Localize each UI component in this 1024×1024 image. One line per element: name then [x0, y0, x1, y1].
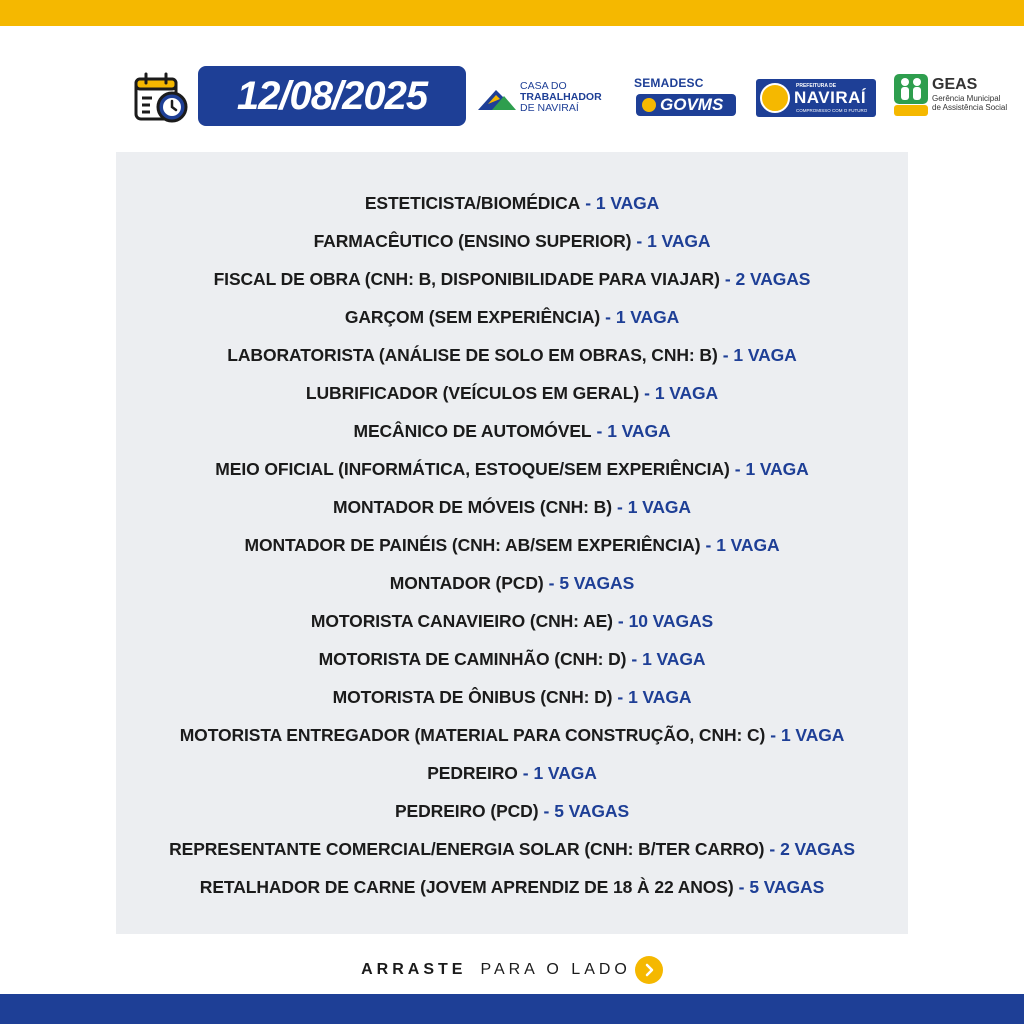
job-title: MOTORISTA ENTREGADOR (MATERIAL PARA CONSTRUÇÃO, CNH: C): [179, 724, 766, 745]
job-separator: -: [738, 876, 745, 897]
job-title: REPRESENTANTE COMERCIAL/ENERGIA SOLAR (CNH: B/TER CARRO): [169, 838, 765, 859]
casa-do-trabalhador-logo: [478, 78, 618, 116]
job-title: FARMACÊUTICO (ENSINO SUPERIOR): [313, 230, 632, 251]
job-vagas-count: 5 VAGAS: [749, 876, 825, 897]
job-vagas-count: 1 VAGA: [716, 534, 780, 555]
job-separator: -: [617, 686, 624, 707]
job-vagas-count: 1 VAGA: [647, 230, 711, 251]
job-title: MOTORISTA CANAVIEIRO (CNH: AE): [310, 610, 613, 631]
job-vagas-count: 1 VAGA: [595, 192, 660, 213]
chevron-right-icon[interactable]: [635, 956, 663, 984]
job-separator: -: [596, 420, 603, 441]
job-item: [116, 792, 908, 830]
job-title: MONTADOR DE PAINÉIS (CNH: AB/SEM EXPERIÊNCIA): [244, 534, 701, 555]
geas-sub2: de Assistência Social: [932, 103, 1008, 112]
job-vagas-count: 10 VAGAS: [628, 610, 714, 631]
job-separator: -: [522, 762, 529, 783]
job-separator: -: [631, 648, 638, 669]
job-separator: -: [616, 496, 623, 517]
job-vagas-count: 2 VAGAS: [780, 838, 855, 859]
job-separator: -: [705, 534, 712, 555]
calendar-clock-icon: [134, 72, 188, 124]
job-vagas-count: 1 VAGA: [628, 686, 692, 707]
job-item: [116, 526, 908, 564]
job-title: RETALHADOR DE CARNE (JOVEM APRENDIZ DE 18 À 22 ANOS): [199, 876, 734, 897]
top-accent-bar: [0, 0, 1024, 26]
job-vagas-count: 1 VAGA: [745, 458, 809, 479]
job-separator: -: [617, 610, 624, 631]
job-item: [116, 640, 908, 678]
casa-house-icon: [478, 84, 516, 112]
job-vagas-count: 5 VAGAS: [554, 800, 630, 821]
job-title: MOTORISTA DE ÔNIBUS (CNH: D): [332, 686, 613, 707]
job-separator: -: [585, 192, 591, 213]
job-item: [116, 412, 908, 450]
navirai-name: NAVIRAÍ: [794, 88, 867, 107]
swipe-hint-bold: ARRASTE: [361, 961, 467, 978]
job-separator: -: [644, 382, 650, 403]
job-item: [116, 754, 908, 792]
job-title: LABORATORISTA (ANÁLISE DE SOLO EM OBRAS, CNH: B): [227, 344, 718, 365]
job-item: [116, 830, 908, 868]
job-vagas-count: 5 VAGAS: [559, 572, 635, 593]
prefeitura-navirai-logo: [756, 79, 876, 117]
job-vagas-count: 1 VAGA: [607, 420, 671, 441]
job-separator: -: [769, 838, 776, 859]
job-title: MECÂNICO DE AUTOMÓVEL: [353, 420, 592, 441]
job-item: [116, 716, 908, 754]
job-separator: -: [724, 268, 731, 289]
job-title: FISCAL DE OBRA (CNH: B, DISPONIBILIDADE PARA VIAJAR): [213, 268, 720, 289]
casa-line3: DE NAVIRAÍ: [520, 102, 579, 114]
job-title: MONTADOR (PCD): [389, 572, 544, 593]
job-item: [116, 374, 908, 412]
job-vagas-count: 1 VAGA: [642, 648, 706, 669]
job-item: [116, 488, 908, 526]
job-item: [116, 222, 908, 260]
job-vagas-count: 1 VAGA: [627, 496, 691, 517]
casa-line2: TRABALHADOR: [520, 91, 602, 103]
job-separator: -: [734, 458, 741, 479]
govms-label: GOVMS: [660, 95, 724, 114]
job-vagas-count: 1 VAGA: [781, 724, 845, 745]
job-vagas-count: 2 VAGAS: [735, 268, 811, 289]
job-separator: -: [548, 572, 555, 593]
date-badge: 12/08/2025: [198, 66, 466, 126]
job-item: [116, 184, 908, 222]
navirai-prefeitura: PREFEITURA DE: [796, 83, 837, 89]
job-separator: -: [722, 344, 729, 365]
govms-logo: [634, 76, 738, 118]
job-item: [116, 868, 908, 906]
casa-line1: CASA DO: [520, 80, 567, 92]
navirai-slogan: COMPROMISSO COM O FUTURO: [796, 108, 868, 113]
job-item: [116, 298, 908, 336]
job-vagas-count: 1 VAGA: [533, 762, 597, 783]
job-list: [116, 184, 908, 906]
swipe-hint[interactable]: [0, 956, 1024, 984]
job-title: PEDREIRO (PCD): [394, 800, 539, 821]
job-vagas-count: 1 VAGA: [615, 306, 680, 327]
geas-logo: [894, 72, 1012, 118]
job-item: [116, 260, 908, 298]
bottom-accent-bar: [0, 994, 1024, 1024]
job-title: LUBRIFICADOR (VEÍCULOS EM GERAL): [305, 382, 640, 403]
job-item: [116, 602, 908, 640]
geas-title: GEAS: [932, 76, 978, 93]
job-title: ESTETICISTA/BIOMÉDICA: [364, 192, 581, 213]
job-title: MEIO OFICIAL (INFORMÁTICA, ESTOQUE/SEM EXPERIÊNCIA): [215, 458, 730, 479]
job-separator: -: [605, 306, 611, 327]
job-title: MONTADOR DE MÓVEIS (CNH: B): [333, 496, 612, 517]
job-title: MOTORISTA DE CAMINHÃO (CNH: D): [318, 648, 627, 669]
job-vagas-count: 1 VAGA: [654, 382, 719, 403]
job-separator: -: [543, 800, 550, 821]
job-separator: -: [770, 724, 777, 745]
semadesc-label: SEMADESC: [634, 76, 704, 90]
geas-people-icon: [894, 74, 928, 116]
swipe-hint-text: PARA O LADO: [480, 961, 631, 978]
job-list-panel: [116, 152, 908, 934]
job-title: PEDREIRO: [427, 762, 518, 783]
job-item: [116, 336, 908, 374]
job-separator: -: [636, 230, 643, 251]
job-item: [116, 564, 908, 602]
job-title: GARÇOM (SEM EXPERIÊNCIA): [344, 306, 601, 327]
job-item: [116, 678, 908, 716]
geas-sub1: Gerência Municipal: [932, 94, 1001, 103]
navirai-crest-icon: [760, 83, 790, 113]
ms-seal-icon: [642, 98, 656, 112]
job-vagas-count: 1 VAGA: [733, 344, 797, 365]
job-item: [116, 450, 908, 488]
